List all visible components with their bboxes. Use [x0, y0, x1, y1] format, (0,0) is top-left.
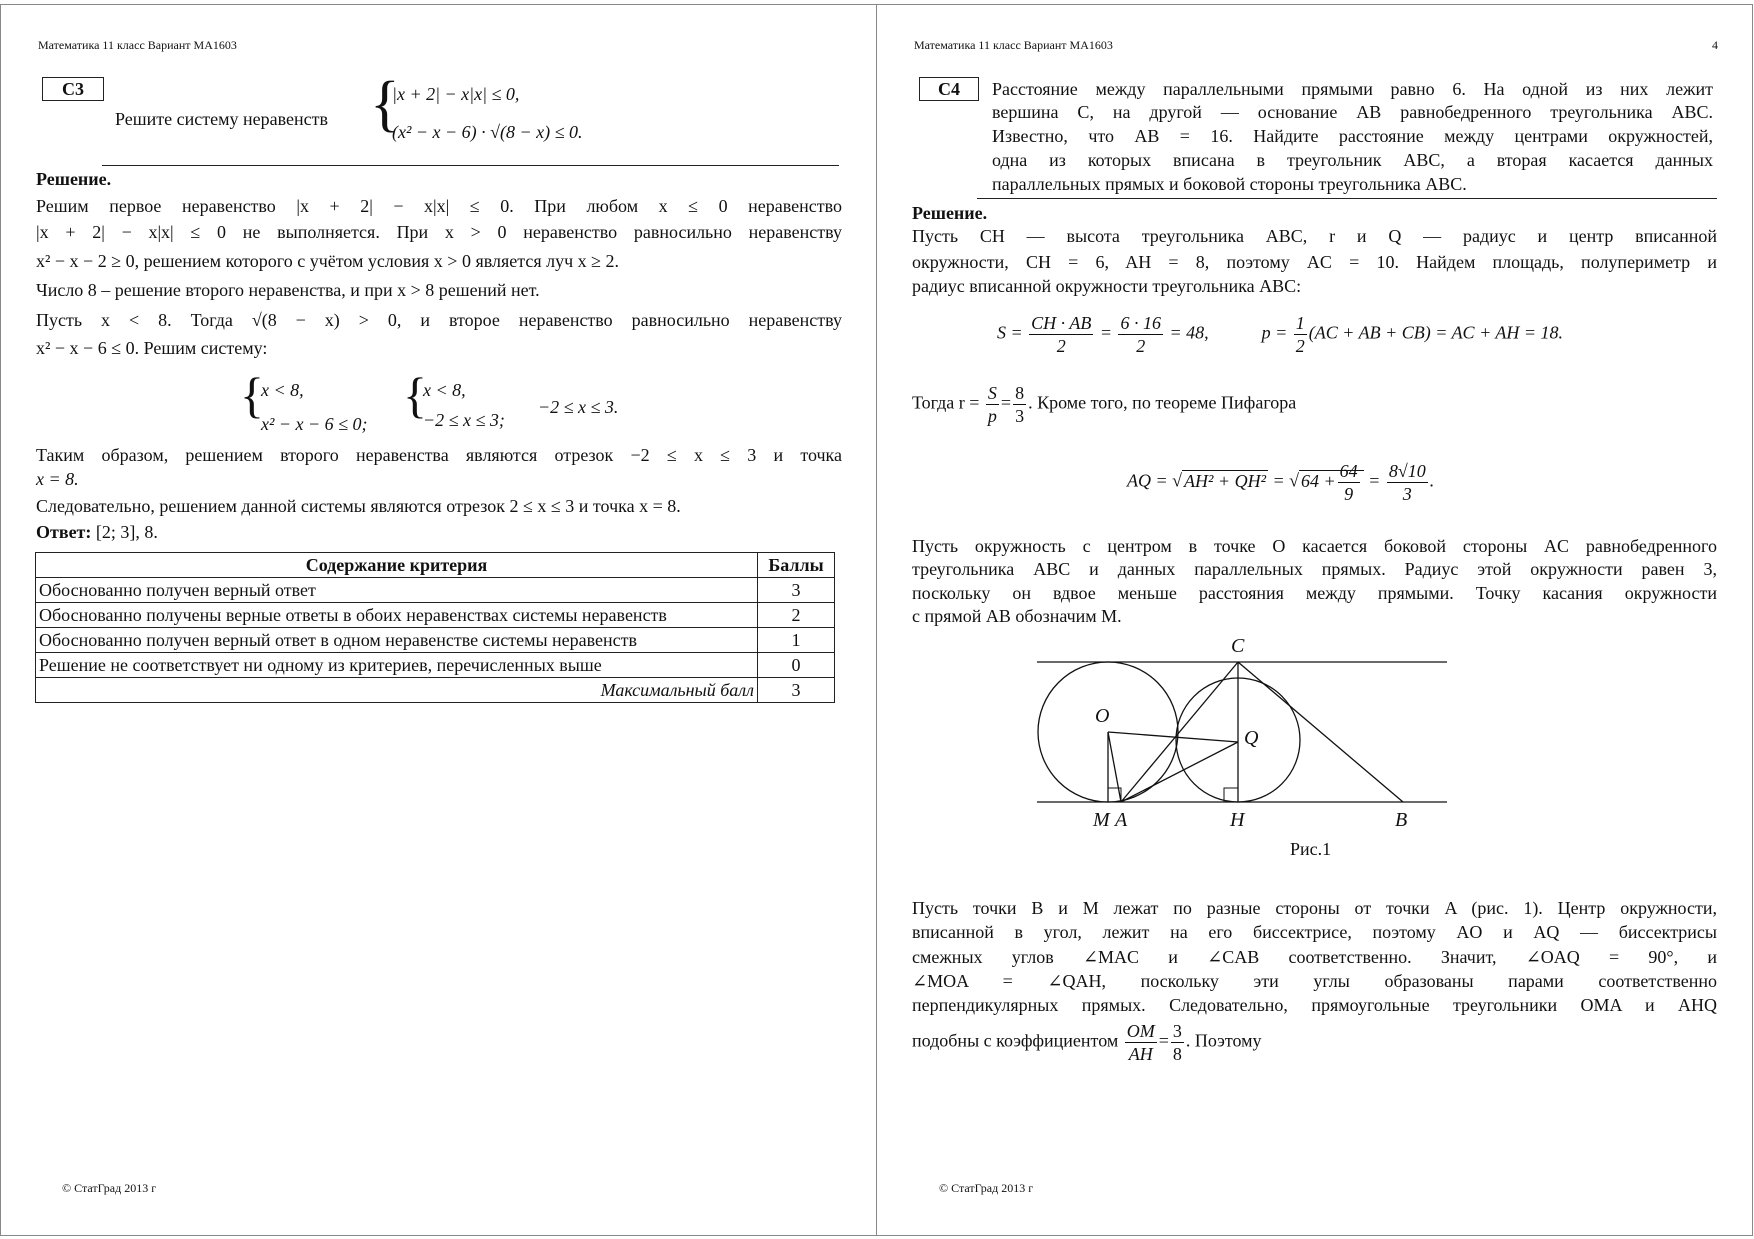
solution-line: x = 8.	[36, 469, 79, 489]
solution-line: поскольку он вдвое меньше расстояния между прямыми. Точку касания окружности	[912, 583, 1717, 603]
task-c3-label: С3	[42, 77, 104, 101]
denominator: 2	[1136, 336, 1146, 356]
task-c4-line: параллельных прямых и боковой стороны треугольника ABC.	[992, 174, 1467, 194]
max-score-value: 3	[758, 678, 835, 703]
table-row	[36, 653, 835, 678]
task-c4-line: Известно, что AB = 16. Найдите расстояние между центрами окружностей,	[992, 126, 1713, 146]
criterion-cell: Обоснованно получены верные ответы в обоих неравенствах системы неравенств	[36, 603, 758, 628]
solution-line: вписанной в угол, лежит на его биссектрисе, поэтому AO и AQ — биссектрисы	[912, 922, 1717, 942]
label-o: O	[1095, 705, 1110, 727]
task-c3-text: Решите систему неравенств	[115, 109, 328, 129]
solution-line: Пусть x < 8. Тогда √(8 − x) > 0, и второе неравенство равносильно неравенству	[36, 310, 842, 330]
formula-text: 64 +	[1301, 470, 1336, 491]
solution-line: смежных углов ∠MAC и ∠CAB соответственно. Значит, ∠OAQ = 90°, и	[912, 947, 1717, 967]
answer-label: Ответ:	[36, 522, 92, 542]
solution-line: ∠MOA = ∠QAH, поскольку эти углы образованы парами соответственно	[912, 971, 1717, 991]
system-line-2: (x² − x − 6) · √(8 − x) ≤ 0.	[392, 122, 583, 142]
solution-line: x² − x − 6 ≤ 0. Решим систему:	[36, 338, 268, 358]
solution-line: x² − x − 2 ≥ 0, решением которого с учётом условия x > 0 является луч x ≥ 2.	[36, 251, 620, 271]
task-c4-line: вершина C, на другой — основание AB равнобедренного треугольника ABC.	[992, 102, 1713, 122]
system-result: −2 ≤ x ≤ 3.	[538, 397, 619, 417]
solution-line: Решим первое неравенство |x + 2| − x|x| ≤ 0. При любом x ≤ 0 неравенство	[36, 196, 842, 216]
task-c4-line: Расстояние между параллельными прямыми равно 6. На одной из них лежит	[992, 79, 1713, 99]
table-row	[36, 628, 835, 653]
segment-oa	[1108, 732, 1121, 802]
solution-line: |x + 2| − x|x| ≤ 0 не выполняется. При x > 0 неравенство равносильно неравенству	[36, 222, 842, 242]
criterion-cell: Решение не соответствует ни одному из критериев, перечисленных выше	[36, 653, 758, 678]
solution-line: Следовательно, решением данной системы являются отрезок 2 ≤ x ≤ 3 и точка x = 8.	[36, 496, 681, 516]
figure-caption: Рис.1	[1290, 839, 1332, 859]
footer-text: © СтатГрад 2013 г	[939, 1181, 1034, 1195]
page-number: 4	[1712, 38, 1718, 52]
numerator: S	[987, 383, 997, 403]
label-h: H	[1230, 809, 1245, 831]
solution-line: перпендикулярных прямых. Следовательно, прямоугольные треугольники OMA и AHQ	[912, 995, 1717, 1015]
denominator: AH	[1128, 1044, 1153, 1064]
answer-line	[36, 520, 158, 545]
solution-heading: Решение.	[36, 169, 112, 189]
system-line: x² − x − 6 ≤ 0;	[261, 414, 368, 434]
radicand	[1299, 461, 1364, 504]
column-header-criterion: Содержание критерия	[36, 553, 758, 578]
formula-text: p =	[1261, 322, 1288, 343]
label-b: B	[1395, 809, 1408, 831]
system-line: x < 8,	[261, 380, 304, 400]
points-cell: 1	[758, 628, 835, 653]
side-ac	[1121, 662, 1238, 802]
radicand: AH² + QH²	[1184, 470, 1266, 491]
table-row	[36, 578, 835, 603]
label-c: C	[1231, 635, 1245, 657]
fraction	[1387, 460, 1428, 505]
points-cell: 0	[758, 653, 835, 678]
right-angle-mark	[1224, 788, 1238, 802]
points-cell: 3	[758, 578, 835, 603]
formula-aq: AQ = √ AH² + QH² = √ 64 + $\frac{64}{9}$ = $\frac{8√10}{3}$ .	[1127, 461, 1435, 504]
solution-line: Таким образом, решением второго неравенства являются отрезок −2 ≤ x ≤ 3 и точка	[36, 445, 842, 465]
denominator: 3	[1015, 406, 1025, 426]
numerator: OM	[1126, 1021, 1155, 1041]
numerator: 6 · 16	[1120, 313, 1161, 333]
header-text: Математика 11 класс Вариант МА1603	[914, 38, 1113, 52]
numerator: 8	[1015, 383, 1025, 403]
task-separator	[102, 165, 839, 166]
denominator: 8	[1172, 1044, 1182, 1064]
formula-text: . Поэтому	[1185, 1030, 1262, 1051]
denominator: 2	[1295, 336, 1305, 356]
solution-line: треугольника ABC и данных параллельных прямых. Радиус этой окружности равен 3,	[912, 559, 1717, 579]
table-header-row	[36, 553, 835, 578]
solution-heading: Решение.	[912, 203, 988, 223]
criteria-table	[35, 552, 835, 703]
fraction	[986, 382, 999, 427]
points-cell: 2	[758, 603, 835, 628]
label-m: M	[1093, 809, 1110, 831]
denominator: 2	[1056, 336, 1066, 356]
solution-line: Число 8 – решение второго неравенства, и при x > 8 решений нет.	[36, 280, 540, 300]
brace-symbol: {	[403, 367, 427, 423]
denominator: 3	[1402, 484, 1412, 504]
fraction	[1294, 312, 1307, 357]
task-c4-label: С4	[919, 77, 979, 101]
formula-text: = 48,	[1169, 322, 1209, 343]
brace-symbol: {	[370, 70, 400, 138]
denominator: 9	[1344, 484, 1354, 504]
task-c4-line: одна из которых вписана в треугольник ABC, а вторая касается данных	[992, 150, 1713, 170]
numerator: 64	[1339, 461, 1358, 481]
label-q: Q	[1244, 727, 1259, 749]
solution-line: с прямой AB обозначим M.	[912, 606, 1122, 626]
side-cb	[1238, 662, 1403, 802]
formula-area-semiperimeter: S = $\frac{CH \cdot AB}{2}$ = $\frac{6 \cdot 16}{2}$ = 48, p = $\frac{1}{2}$ (AC + AB + CB) = AC + AH = 18.	[997, 313, 1564, 356]
fraction	[1171, 1020, 1184, 1065]
max-score-label: Максимальный балл	[36, 678, 758, 703]
formula-text: Тогда r =	[912, 392, 980, 413]
fraction	[1029, 312, 1093, 357]
formula-text: подобны с коэффициентом	[912, 1030, 1119, 1051]
solution-line: Пусть окружность с центром в точке O касается боковой стороны AC равнобедренного	[912, 536, 1717, 556]
formula-radius: Тогда r = $\frac{S}{p}$ = $\frac{8}{3}$ . Кроме того, по теореме Пифагора	[912, 383, 1297, 426]
formula-text: (AC + AB + CB) = AC + AH = 18.	[1308, 322, 1564, 343]
brace-symbol: {	[240, 367, 264, 423]
fraction	[1118, 312, 1163, 357]
answer-value: [2; 3], 8.	[95, 522, 158, 542]
solution-line: Пусть точки B и M лежат по разные стороны от точки A (рис. 1). Центр окружности,	[912, 898, 1717, 918]
criterion-cell: Обоснованно получен верный ответ в одном неравенстве системы неравенств	[36, 628, 758, 653]
task-separator	[977, 198, 1717, 199]
solution-line: радиус вписанной окружности треугольника ABC:	[912, 276, 1302, 296]
criterion-cell: Обоснованно получен верный ответ	[36, 578, 758, 603]
system-line: x < 8,	[423, 380, 466, 400]
column-header-points: Баллы	[758, 553, 835, 578]
formula-text: S =	[997, 322, 1023, 343]
solution-line: окружности, CH = 6, AH = 8, поэтому AC = 10. Найдем площадь, полупериметр и	[912, 252, 1717, 272]
numerator: 3	[1172, 1021, 1182, 1041]
numerator: 8√10	[1388, 461, 1426, 481]
solution-line: Пусть CH — высота треугольника ABC, r и Q — радиус и центр вписанной	[912, 226, 1717, 246]
fraction	[1013, 382, 1026, 427]
denominator: p	[987, 406, 997, 426]
fraction	[1125, 1020, 1157, 1065]
header-text: Математика 11 класс Вариант МА1603	[38, 38, 237, 52]
numerator: CH · AB	[1031, 313, 1092, 333]
segment-aq	[1121, 742, 1238, 802]
table-row	[36, 678, 835, 703]
right-page	[877, 0, 1754, 1239]
formula-text: . Кроме того, по теореме Пифагора	[1028, 392, 1297, 413]
numerator: 1	[1295, 313, 1305, 333]
fraction	[1338, 460, 1360, 505]
solution-line-ratio: подобны с коэффициентом $\frac{OM}{AH}$ = $\frac{3}{8}$ . Поэтому	[912, 1021, 1262, 1064]
label-a: A	[1115, 809, 1128, 831]
system-line-1: |x + 2| − x|x| ≤ 0,	[392, 84, 520, 104]
table-row	[36, 603, 835, 628]
footer-text: © СтатГрад 2013 г	[62, 1181, 157, 1195]
formula-text: AQ =	[1127, 470, 1168, 491]
system-line: −2 ≤ x ≤ 3;	[423, 410, 505, 430]
geometry-figure	[1037, 630, 1477, 831]
